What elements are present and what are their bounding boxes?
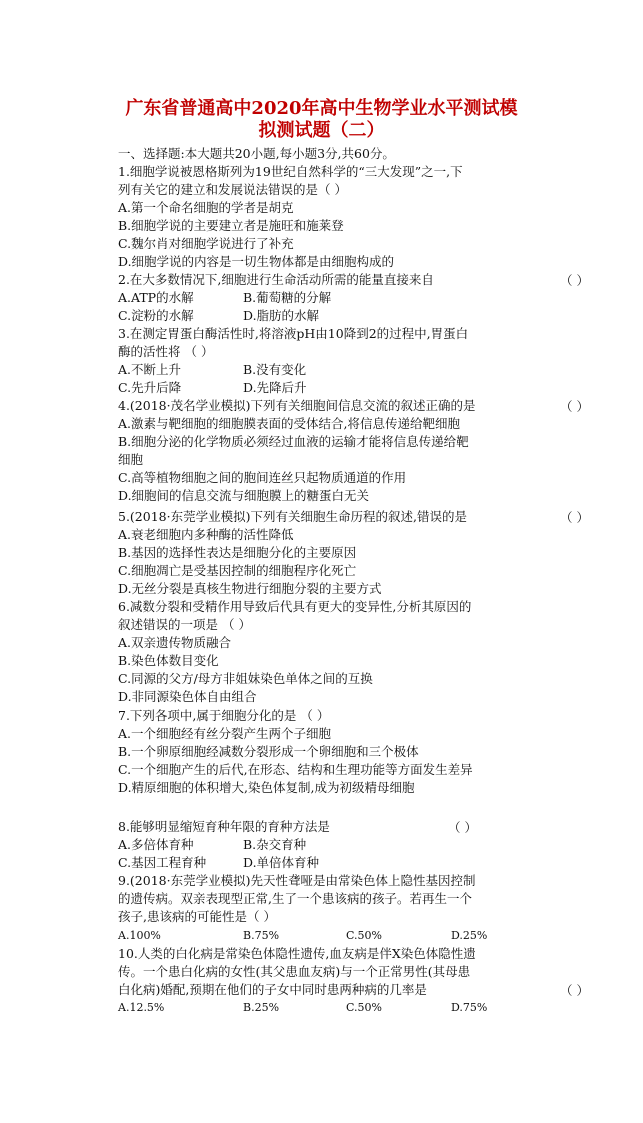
question-3-option-b: B.没有变化 — [243, 362, 307, 377]
question-6-option-b: B.染色体数目变化 — [118, 653, 219, 668]
question-4-option-b-line1: B.细胞分泌的化学物质必须经过血液的运输才能将信息传递给靶 — [118, 434, 469, 449]
question-7-stem: 7.下列各项中,属于细胞分化的是 （ ） — [118, 708, 330, 723]
question-6-option-a: A.双亲遗传物质融合 — [118, 635, 232, 650]
question-9-option-c: C.50% — [346, 929, 382, 942]
question-8-option-a: A.多倍体育种 — [118, 837, 194, 852]
question-5-option-a: A.衰老细胞内多种酶的活性降低 — [118, 527, 294, 542]
question-6-stem-line2: 叙述错误的一项是 （ ） — [118, 617, 251, 632]
question-5-option-d: D.无丝分裂是真核生物进行细胞分裂的主要方式 — [118, 581, 382, 596]
question-8-stem: 8.能够明显缩短育种年限的育种方法是 — [118, 819, 330, 834]
question-9-stem-line1: 9.(2018·东莞学业模拟)先天性聋哑是由常染色体上隐性基因控制 — [118, 873, 476, 888]
question-10-stem-line1: 10.人类的白化病是常染色体隐性遗传,血友病是伴X染色体隐性遗 — [118, 946, 476, 961]
question-7-option-d: D.精原细胞的体积增大,染色体复制,成为初级精母细胞 — [118, 780, 415, 795]
exam-title-line1: 广东省普通高中2020年高中生物学业水平测试模 — [125, 98, 518, 119]
question-10-option-b: B.25% — [243, 1001, 280, 1014]
question-9-option-d: D.25% — [451, 929, 488, 942]
question-10-option-c: C.50% — [346, 1001, 382, 1014]
question-3-stem-line1: 3.在测定胃蛋白酶活性时,将溶液pH由10降到2的过程中,胃蛋白 — [118, 326, 469, 341]
question-2-answer-bracket: （ ） — [560, 273, 589, 288]
question-2-option-c: C.淀粉的水解 — [118, 308, 194, 323]
question-1-option-d: D.细胞学说的内容是一切生物体都是由细胞构成的 — [118, 254, 395, 269]
question-5-option-b: B.基因的选择性表达是细胞分化的主要原因 — [118, 545, 357, 560]
question-3-option-d: D.先降后升 — [243, 380, 307, 395]
question-2-option-a: A.ATP的水解 — [118, 290, 194, 305]
question-5-stem: 5.(2018·东莞学业模拟)下列有关细胞生命历程的叙述,错误的是 — [118, 509, 467, 524]
question-7-option-c: C.一个细胞产生的后代,在形态、结构和生理功能等方面发生差异 — [118, 762, 473, 777]
question-4-option-a: A.激素与靶细胞的细胞膜表面的受体结合,将信息传递给靶细胞 — [118, 416, 460, 431]
question-2-option-b: B.葡萄糖的分解 — [243, 290, 332, 305]
question-10-option-d: D.75% — [451, 1001, 488, 1014]
question-5-option-c: C.细胞凋亡是受基因控制的细胞程序化死亡 — [118, 563, 357, 578]
question-6-option-d: D.非同源染色体自由组合 — [118, 689, 257, 704]
question-8-option-b: B.杂交育种 — [243, 837, 307, 852]
question-9-stem-line3: 孩子,患该病的可能性是（ ） — [118, 909, 276, 924]
question-2-option-d: D.脂肪的水解 — [243, 308, 320, 323]
question-1-option-b: B.细胞学说的主要建立者是施旺和施莱登 — [118, 218, 344, 233]
question-9-option-a: A.100% — [118, 929, 161, 942]
question-3-option-a: A.不断上升 — [118, 362, 182, 377]
question-1-stem-line1: 1.细胞学说被恩格斯列为19世纪自然科学的“三大发现”之一,下 — [118, 164, 463, 179]
question-1-stem-line2: 列有关它的建立和发展说法错误的是（ ） — [118, 182, 347, 197]
question-7-option-a: A.一个细胞经有丝分裂产生两个子细胞 — [118, 726, 332, 741]
question-8-option-d: D.单倍体育种 — [243, 855, 320, 870]
question-9-stem-line2: 的遗传病。双亲表现型正常,生了一个患该病的孩子。若再生一个 — [118, 891, 472, 906]
question-4-option-d: D.细胞间的信息交流与细胞膜上的糖蛋白无关 — [118, 488, 370, 503]
question-3-option-c: C.先升后降 — [118, 380, 182, 395]
exam-title-line2: 拟测试题（二） — [258, 120, 385, 141]
question-4-answer-bracket: （ ） — [560, 399, 589, 414]
question-1-option-c: C.魏尔肖对细胞学说进行了补充 — [118, 236, 294, 251]
question-10-stem-line2: 传。一个患白化病的女性(其父患血友病)与一个正常男性(其母患 — [118, 964, 471, 979]
question-8-answer-bracket: （ ） — [448, 820, 477, 835]
question-10-answer-bracket: （ ） — [560, 983, 589, 998]
question-9-option-b: B.75% — [243, 929, 280, 942]
question-4-option-b-line2: 细胞 — [118, 452, 144, 467]
question-10-stem-line3: 白化病)婚配,预期在他们的子女中同时患两种病的几率是 — [118, 982, 427, 997]
section-heading: 一、选择题:本大题共20小题,每小题3分,共60分。 — [118, 146, 395, 161]
question-2-stem: 2.在大多数情况下,细胞进行生命活动所需的能量直接来自 — [118, 272, 434, 287]
question-7-option-b: B.一个卵原细胞经减数分裂形成一个卵细胞和三个极体 — [118, 744, 419, 759]
question-4-stem: 4.(2018·茂名学业模拟)下列有关细胞间信息交流的叙述正确的是 — [118, 398, 476, 413]
question-5-answer-bracket: （ ） — [560, 510, 589, 525]
question-3-stem-line2: 酶的活性将 （ ） — [118, 344, 214, 359]
question-10-option-a: A.12.5% — [118, 1001, 165, 1014]
question-6-option-c: C.同源的父方/母方非姐妹染色单体之间的互换 — [118, 671, 373, 686]
question-1-option-a: A.第一个命名细胞的学者是胡克 — [118, 200, 294, 215]
question-6-stem-line1: 6.减数分裂和受精作用导致后代具有更大的变异性,分析其原因的 — [118, 599, 472, 614]
question-8-option-c: C.基因工程育种 — [118, 855, 207, 870]
question-4-option-c: C.高等植物细胞之间的胞间连丝只起物质通道的作用 — [118, 470, 407, 485]
